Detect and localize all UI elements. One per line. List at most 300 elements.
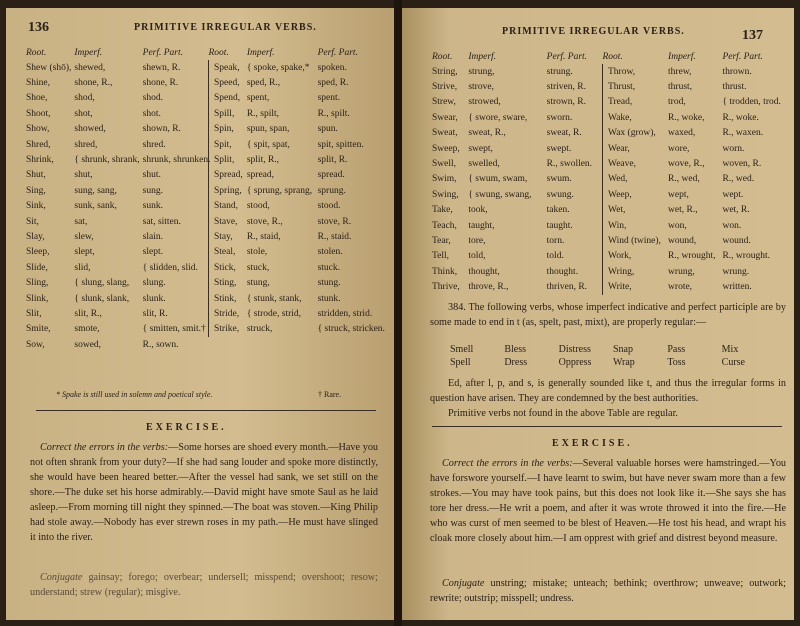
table-row [432, 126, 604, 141]
verb-root: Wax (grow), [603, 126, 669, 141]
table-row [26, 91, 213, 106]
verb-imperfect: tore, [468, 235, 486, 246]
table-row [432, 64, 604, 79]
verb-root: Slay, [26, 231, 45, 242]
verb-root: Tell, [432, 251, 450, 262]
verb-table-left-col1 [26, 48, 213, 352]
table-row [432, 233, 604, 248]
verb-imperfect: R., spilt, [246, 108, 280, 119]
verb-perfect-participle: striven, R. [546, 82, 586, 93]
table-row [209, 229, 391, 244]
table-row [209, 152, 391, 167]
table-row [209, 60, 391, 75]
table-row [26, 306, 213, 321]
verb-imperfect: { shrunk, shrank, [74, 155, 140, 166]
verb-perfect-participle: R., swollen. [546, 159, 593, 170]
table-header-row [26, 48, 213, 60]
verb-perfect-participle: stolen. [317, 247, 343, 258]
verb-imperfect: { slung, slang, [74, 278, 130, 289]
verb-root: Sling, [26, 278, 49, 289]
verb-perfect-participle: worn. [722, 143, 745, 154]
table-row [603, 264, 789, 279]
regular-verb: Dress [504, 357, 528, 368]
verb-perfect-participle: swung. [546, 189, 574, 200]
verb-root: Wring, [603, 264, 669, 279]
table-row [432, 95, 604, 110]
table-row [432, 249, 604, 264]
verb-imperfect: shot, [74, 108, 93, 119]
table-row [209, 275, 391, 290]
verb-imperfect: spread, [246, 170, 275, 181]
verb-perfect-participle: taken. [546, 205, 570, 216]
verb-imperfect: spent, [246, 93, 270, 104]
verb-perfect-participle: slit, R. [142, 308, 168, 319]
verb-perfect-participle: shred. [142, 139, 166, 150]
verb-perfect-participle: thrown. [722, 66, 752, 77]
verb-table-right-col1 [432, 52, 604, 295]
verb-perfect-participle: slunk. [142, 293, 166, 304]
table-row [603, 141, 789, 156]
verb-root: Speed, [209, 75, 247, 90]
verb-root: Slink, [26, 293, 49, 304]
verb-root: Wet, [603, 203, 669, 218]
verb-imperfect: R., wrought, [668, 251, 716, 262]
verb-imperfect: slid, [74, 262, 91, 273]
regular-verb: Snap [612, 344, 633, 355]
verb-perfect-participle: R., waxen. [722, 128, 764, 139]
table-row [209, 183, 391, 198]
regular-verb: Distress [558, 344, 591, 355]
running-head: PRIMITIVE IRREGULAR VERBS. [134, 22, 317, 33]
verb-perfect-participle: written. [722, 282, 752, 293]
column-header: Perf. Part. [546, 52, 588, 62]
table-row [209, 245, 391, 260]
verb-imperfect: struck, [246, 324, 273, 335]
verb-perfect-participle: R., staid. [317, 231, 352, 242]
verb-perfect-participle: { slidden, slid. [142, 262, 198, 273]
table-row [432, 203, 604, 218]
verb-root: Take, [432, 205, 453, 216]
verb-root: Shred, [26, 139, 51, 150]
verb-perfect-participle: stunk. [317, 293, 341, 304]
conjugate-paragraph [30, 570, 378, 600]
verb-imperfect: sowed, [74, 339, 102, 350]
verb-root: Speak, [209, 60, 247, 75]
left-page [6, 8, 394, 620]
verb-perfect-participle: taught. [546, 220, 573, 231]
verb-root: Shine, [26, 78, 51, 89]
table-header-row [209, 48, 391, 60]
table-row [432, 218, 604, 233]
column-header: Root. [208, 48, 229, 58]
section-384: 384. The following verbs, whose imperfect indicative and perfect participle are by some made to end in t (as, spelt, past, mixt), are properly regular:— [430, 302, 786, 328]
exercise-title: EXERCISE. [146, 422, 227, 433]
table-row [26, 106, 213, 121]
verb-root: Sweep, [432, 143, 460, 154]
regular-verb: Smell [450, 344, 474, 355]
verb-imperfect: slept, [74, 247, 95, 258]
verb-imperfect: taught, [468, 220, 495, 231]
verb-perfect-participle: shut. [142, 170, 161, 181]
verb-root: Strive, [432, 82, 458, 93]
regular-verb: Bless [504, 344, 526, 355]
verb-imperfect: { slunk, slank, [74, 293, 130, 304]
column-header: Imperf. [74, 48, 103, 58]
verb-root: Sleep, [26, 247, 50, 258]
verb-imperfect: stuck, [246, 262, 270, 273]
verb-perfect-participle: sweat, R. [546, 128, 582, 139]
column-header: Root. [602, 52, 623, 62]
verb-root: Weep, [603, 187, 669, 202]
divider [432, 426, 782, 427]
divider [36, 410, 376, 411]
table-row [603, 156, 789, 171]
verb-imperfect: wept, [668, 189, 689, 200]
verb-root: Swim, [432, 174, 457, 185]
verb-root: Spin, [209, 122, 247, 137]
verb-perfect-participle: stood. [317, 201, 341, 212]
verb-root: Work, [603, 249, 669, 264]
verb-root: Teach, [432, 220, 457, 231]
verb-perfect-participle: shod. [142, 93, 163, 104]
conjugate-lead: Conjugate [40, 572, 83, 583]
verb-imperfect: thrust, [668, 82, 693, 93]
verb-perfect-participle: slain. [142, 231, 163, 242]
exercise-paragraph [30, 440, 378, 545]
verb-imperfect: threw, [668, 66, 692, 77]
exercise-body: —Some horses are shoed every month.—Have you not often shrank from your duty?—If she had sang louder and spoke more distinctly, she would have been heared better.—After the vessel had sank, we set still on the shore.—The duke set his horse admirably.—David might have smote Saul as he laid asleep.—From morning till night they spinned.—The boat was stoven.—King Philip had stole away.—Nobody has ever strewn roses in my path.—He must have slinged it into the river. [30, 442, 379, 543]
verb-perfect-participle: { trodden, trod. [722, 97, 781, 108]
verb-perfect-participle: spent. [317, 93, 341, 104]
regular-verb: Curse [721, 357, 745, 368]
verb-imperfect: thought, [468, 266, 500, 277]
table-row [26, 199, 213, 214]
table-row [26, 183, 213, 198]
verb-perfect-participle: stuck. [317, 262, 341, 273]
verb-root: Shrink, [26, 155, 54, 166]
verb-perfect-participle: slept. [142, 247, 163, 258]
table-row [209, 137, 391, 152]
table-row [26, 214, 213, 229]
verb-root: Stink, [209, 291, 247, 306]
verb-imperfect: { sprung, sprang, [246, 185, 313, 196]
verb-perfect-participle: stove, R. [317, 216, 352, 227]
column-header: Perf. Part. [142, 48, 184, 58]
verb-perfect-participle: split, R. [317, 155, 348, 166]
table-row [603, 79, 789, 94]
exercise-body: —Several valuable horses were hamstringed.—You have forswore yourself.—I have learnt to swim, but have never swam more than a few strokes.—You may have took pains, but this does not look like it.—She says she has tore her dress.—He writ a poem, and after it was wrote throwed it into the fire.—He who was curst of men seemed to be blest of Heaven.—He tost his head, and wrapt his cloak more closely about him.—I am opprest with grief and distrest beyond measure. [430, 458, 787, 544]
table-row [209, 214, 391, 229]
verb-imperfect: smote, [74, 324, 100, 335]
verb-imperfect: wrote, [668, 282, 693, 293]
verb-perfect-participle: wet, R. [722, 205, 750, 216]
table-row [603, 95, 789, 110]
verb-root: Write, [603, 279, 669, 294]
page-number: 136 [28, 20, 49, 35]
table-row [209, 122, 391, 137]
verb-perfect-participle: shone, R. [142, 78, 179, 89]
verb-root: Tread, [603, 95, 669, 110]
verb-perfect-participle: wrung. [722, 266, 750, 277]
verb-imperfect: wrung, [668, 266, 695, 277]
table-row [209, 91, 391, 106]
verb-root: Spring, [209, 183, 247, 198]
verb-imperfect: throve, R., [468, 282, 509, 293]
verb-root: Steal, [209, 245, 247, 260]
verb-imperfect: { swore, sware, [468, 112, 528, 123]
table-row [432, 79, 604, 94]
table-row [603, 126, 789, 141]
verb-imperfect: waxed, [668, 128, 696, 139]
verb-root: Spit, [209, 137, 247, 152]
column-header: Root. [432, 52, 453, 62]
verb-imperfect: sung, sang, [74, 185, 117, 196]
table-row [209, 322, 391, 337]
verb-imperfect: stood, [246, 201, 270, 212]
verb-root: Stay, [209, 229, 247, 244]
verb-imperfect: stove, R., [246, 216, 283, 227]
regular-verb: Spell [450, 357, 471, 368]
verb-imperfect: sat, [74, 216, 88, 227]
verb-imperfect: wove, R., [668, 159, 705, 170]
table-row [26, 168, 213, 183]
footnote-dagger: † Rare. [318, 390, 342, 399]
table-row [432, 110, 604, 125]
verb-imperfect: shod, [74, 93, 95, 104]
table-header-row [432, 52, 604, 64]
verb-perfect-participle: woven, R. [722, 159, 762, 170]
book-spine [394, 0, 402, 626]
verb-root: Shoot, [26, 108, 51, 119]
table-row [603, 110, 789, 125]
verb-root: Slit, [26, 308, 42, 319]
regular-verb: Pass [667, 344, 686, 355]
regular-verb: Oppress [558, 357, 592, 368]
verb-root: Throw, [603, 64, 669, 79]
table-row [209, 306, 391, 321]
verb-perfect-participle: thriven, R. [546, 282, 588, 293]
conjugate-paragraph [430, 576, 786, 606]
regular-verb: Toss [667, 357, 686, 368]
table-row [432, 264, 604, 279]
verb-table-right-col2 [602, 52, 788, 295]
verb-imperfect: wore, [668, 143, 690, 154]
verb-imperfect: R., woke, [668, 112, 705, 123]
verb-root: Shoe, [26, 93, 48, 104]
verb-imperfect: stole, [246, 247, 268, 258]
verb-imperfect: shut, [74, 170, 93, 181]
verb-perfect-participle: won. [722, 220, 742, 231]
conjugate-body: unstring; mistake; unteach; bethink; overthrow; unweave; outwork; rewrite; outstrip; misspell; undress. [430, 578, 786, 604]
conjugate-lead: Conjugate [442, 578, 485, 589]
regular-note: Primitive verbs not found in the above Table are regular. [448, 408, 678, 419]
column-header: Imperf. [468, 52, 497, 62]
table-row [209, 291, 391, 306]
table-row [432, 172, 604, 187]
verb-perfect-participle: sung. [142, 185, 163, 196]
verb-perfect-participle: sworn. [546, 112, 573, 123]
verb-imperfect: { swum, swam, [468, 174, 528, 185]
verb-perfect-participle: { struck, stricken. [317, 324, 385, 335]
verb-root: Strike, [209, 322, 247, 337]
verb-root: Sit, [26, 216, 39, 227]
verb-perfect-participle: told. [546, 251, 564, 262]
verb-root: Stave, [209, 214, 247, 229]
verb-root: Sing, [26, 185, 46, 196]
verb-perfect-participle: R., spilt. [317, 108, 350, 119]
verb-perfect-participle: R., woke. [722, 112, 759, 123]
verb-perfect-participle: swum. [546, 174, 572, 185]
verb-perfect-participle: stung. [317, 278, 341, 289]
verb-root: Show, [26, 124, 50, 135]
table-row [26, 137, 213, 152]
verb-imperfect: spun, span, [246, 124, 290, 135]
verb-imperfect: sweat, R., [468, 128, 506, 139]
exercise-paragraph [430, 456, 786, 546]
verb-root: Shut, [26, 170, 46, 181]
table-row [603, 172, 789, 187]
verb-root: Sting, [209, 275, 247, 290]
exercise-lead: Correct the errors in the verbs: [442, 458, 573, 469]
verb-perfect-participle: stridden, strid. [317, 308, 373, 319]
table-row [209, 260, 391, 275]
table-row [603, 203, 789, 218]
table-row [26, 291, 213, 306]
conjugate-body: gainsay; forego; overbear; undersell; misspend; overshoot; resow; understand; strew (regular); misgive. [30, 572, 378, 598]
verb-root: Wear, [603, 141, 669, 156]
verb-imperfect: strung, [468, 66, 495, 77]
verb-root: Swear, [432, 112, 458, 123]
verb-perfect-participle: spun. [317, 124, 338, 135]
verb-imperfect: showed, [74, 124, 106, 135]
verb-root: Win, [603, 218, 669, 233]
verb-perfect-participle: sped, R. [317, 78, 349, 89]
table-row [209, 106, 391, 121]
table-row [209, 75, 391, 90]
table-row [603, 218, 789, 233]
verb-imperfect: wet, R., [668, 205, 698, 216]
table-row [26, 260, 213, 275]
verb-root: Spend, [209, 91, 247, 106]
regular-verb-list [450, 344, 776, 368]
table-header-row [603, 52, 789, 64]
verb-imperfect: swept, [468, 143, 493, 154]
column-header: Perf. Part. [722, 52, 763, 62]
verb-perfect-participle: thought. [546, 266, 579, 277]
verb-imperfect: strove, [468, 82, 494, 93]
table-row [432, 187, 604, 202]
verb-root: Tear, [432, 235, 451, 246]
table-row [209, 168, 391, 183]
verb-imperfect: slew, [74, 231, 94, 242]
verb-root: Swing, [432, 189, 459, 200]
verb-imperfect: won, [668, 220, 687, 231]
verb-root: Sweat, [432, 128, 458, 139]
verb-imperfect: split, R., [246, 155, 280, 166]
verb-root: Thrust, [603, 79, 669, 94]
verb-imperfect: took, [468, 205, 488, 216]
table-row [26, 229, 213, 244]
verb-perfect-participle: torn. [546, 235, 565, 246]
verb-imperfect: R., wed, [668, 174, 700, 185]
verb-perfect-participle: shot. [142, 108, 161, 119]
footnote-star: * Spake is still used in solemn and poetical style. [56, 390, 213, 399]
verb-root: Weave, [603, 156, 669, 171]
regular-verb: Mix [721, 344, 739, 355]
exercise-title: EXERCISE. [552, 438, 633, 449]
verb-perfect-participle: R., sown. [142, 339, 179, 350]
verb-perfect-participle: wept. [722, 189, 744, 200]
table-row [603, 249, 789, 264]
verb-imperfect: shred, [74, 139, 98, 150]
verb-root: Wind (twine), [603, 233, 669, 248]
table-row [26, 75, 213, 90]
column-header: Root. [26, 48, 47, 58]
verb-root: Shew (shō), [26, 62, 72, 73]
table-row [26, 245, 213, 260]
table-row [603, 64, 789, 79]
table-row [26, 275, 213, 290]
table-row [432, 279, 604, 294]
column-header: Imperf. [246, 48, 275, 58]
verb-perfect-participle: shown, R. [142, 124, 181, 135]
verb-root: Spread, [209, 168, 247, 183]
verb-root: Wake, [603, 110, 669, 125]
verb-root: Stride, [209, 306, 247, 321]
verb-imperfect: slit, R., [74, 308, 102, 319]
exercise-lead: Correct the errors in the verbs: [40, 442, 169, 453]
verb-perfect-participle: R., wed. [722, 174, 755, 185]
verb-perfect-participle: swept. [546, 143, 572, 154]
verb-root: String, [432, 66, 458, 77]
verb-imperfect: strowed, [468, 97, 501, 108]
verb-perfect-participle: wound. [722, 235, 751, 246]
column-header: Perf. Part. [317, 48, 358, 58]
verb-root: Slide, [26, 262, 48, 273]
verb-perfect-participle: thrust. [722, 82, 747, 93]
table-row [26, 60, 213, 75]
table-row [432, 156, 604, 171]
verb-imperfect: shone, R., [74, 78, 113, 89]
verb-imperfect: told, [468, 251, 486, 262]
verb-root: Sink, [26, 201, 46, 212]
verb-imperfect: wound, [668, 235, 697, 246]
verb-perfect-participle: strown, R. [546, 97, 586, 108]
column-header: Imperf. [668, 52, 696, 62]
verb-imperfect: { stunk, stank, [246, 293, 302, 304]
verb-perfect-participle: spread. [317, 170, 345, 181]
verb-perfect-participle: sunk. [142, 201, 163, 212]
verb-perfect-participle: sprung. [317, 185, 346, 196]
verb-perfect-participle: shrunk, shrunken. [142, 155, 211, 166]
table-row [603, 279, 789, 294]
verb-root: Swell, [432, 159, 457, 170]
table-row [26, 152, 213, 167]
verb-root: Strew, [432, 97, 456, 108]
verb-perfect-participle: spit, spitten. [317, 139, 364, 150]
verb-perfect-participle: strung. [546, 66, 573, 77]
table-row [603, 187, 789, 202]
table-row [432, 141, 604, 156]
ed-note: Ed, after l, p, and s, is generally sounded like t, and thus the irregular forms in question have arisen. They are condemned by the best authorities. [430, 378, 786, 404]
verb-root: Think, [432, 266, 458, 277]
verb-imperfect: sped, R., [246, 78, 281, 89]
verb-perfect-participle: spoken. [317, 62, 347, 73]
verb-table-left-col2 [208, 48, 390, 337]
verb-imperfect: trod, [668, 97, 686, 108]
verb-root: Wed, [603, 172, 669, 187]
running-head: PRIMITIVE IRREGULAR VERBS. [502, 26, 685, 37]
